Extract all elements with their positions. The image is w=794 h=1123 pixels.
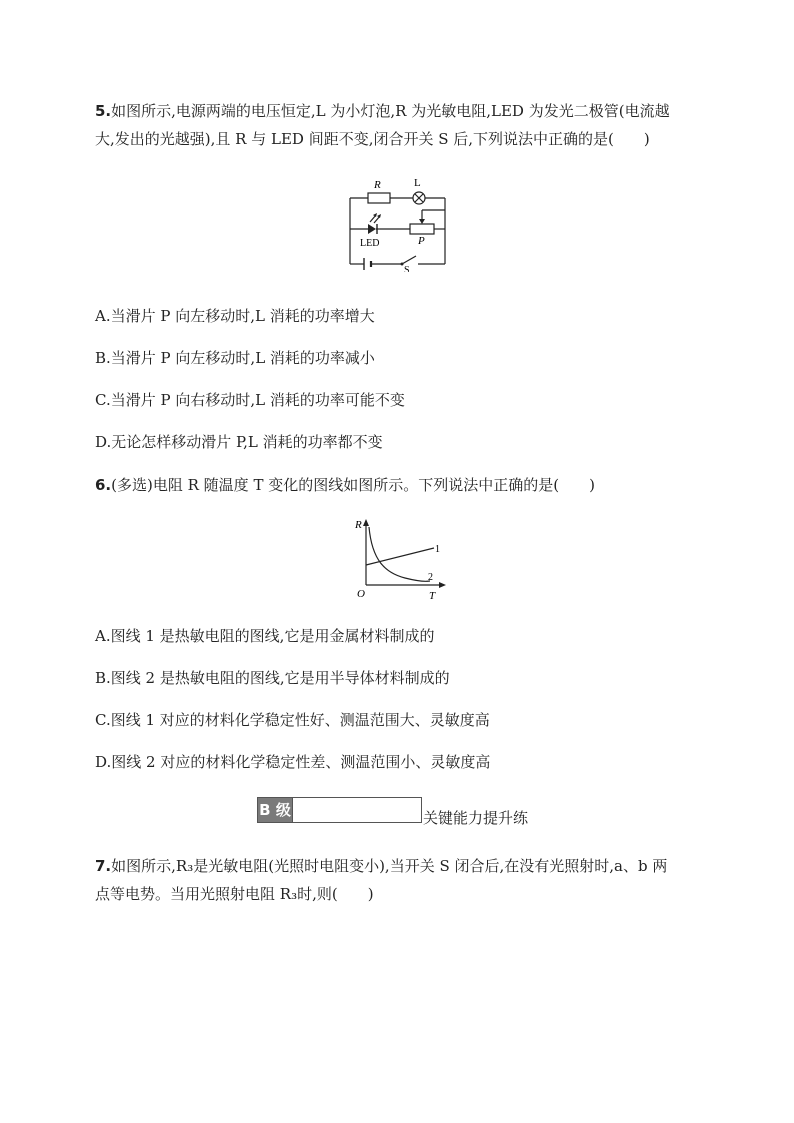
question-7-line-1 [95,852,705,880]
section-header [257,797,557,827]
curve-1-label: 1 [435,544,440,555]
q6-option-a: A.图线 1 是热敏电阻的图线,它是用金属材料制成的 [95,627,435,645]
question-5-line-2: 大,发出的光越强),且 R 与 LED 间距不变,闭合开关 S 后,下列说法中正确的是( ) [95,130,650,148]
section-badge: B 级 [257,797,293,823]
question-5 [95,97,705,153]
question-7-text-1: 如图所示,R₃是光敏电阻(光照时电阻变小),当开关 S 闭合后,在没有光照射时,a、b 两 [111,857,668,875]
question-7-line-2: 点等电势。当用光照射电阻 R₃时,则( ) [95,885,374,903]
label-r: R [374,179,381,191]
circuit-diagram [340,174,455,272]
q6-option-b: B.图线 2 是热敏电阻的图线,它是用半导体材料制成的 [95,669,450,687]
label-led: LED [360,238,380,249]
label-p: P [418,235,425,247]
q6-option-c: C.图线 1 对应的材料化学稳定性好、测温范围大、灵敏度高 [95,711,490,729]
curve-2 [369,527,430,581]
q5-option-b: B.当滑片 P 向左移动时,L 消耗的功率减小 [95,349,375,367]
q6-option-d: D.图线 2 对应的材料化学稳定性差、测温范围小、灵敏度高 [95,753,491,771]
section-title: 关键能力提升练 [423,809,529,827]
q5-option-d: D.无论怎样移动滑片 P,L 消耗的功率都不变 [95,433,383,451]
question-7 [95,852,705,908]
label-s: S [404,265,410,272]
q5-option-c: C.当滑片 P 向右移动时,L 消耗的功率可能不变 [95,391,405,409]
rheostat-symbol [410,224,434,234]
question-6-number: 6. [95,476,112,494]
question-7-number: 7. [95,857,112,875]
label-l: L [414,177,421,189]
q5-option-a: A.当滑片 P 向左移动时,L 消耗的功率增大 [95,307,375,325]
question-5-number: 5. [95,102,112,120]
origin-label: O [357,588,365,600]
resistance-temperature-graph [350,515,450,603]
question-6 [95,471,705,499]
axis-label-t: T [429,590,436,602]
question-5-text-1: 如图所示,电源两端的电压恒定,L 为小灯泡,R 为光敏电阻,LED 为发光二极管(电流越 [111,102,670,120]
axis-label-r: R [355,519,362,531]
question-5-line-1 [95,97,705,125]
resistor-r-symbol [368,193,390,203]
question-6-text: (多选)电阻 R 随温度 T 变化的图线如图所示。下列说法中正确的是( ) [111,476,595,494]
section-badge-box [293,797,422,823]
curve-2-label: 2 [428,572,433,583]
